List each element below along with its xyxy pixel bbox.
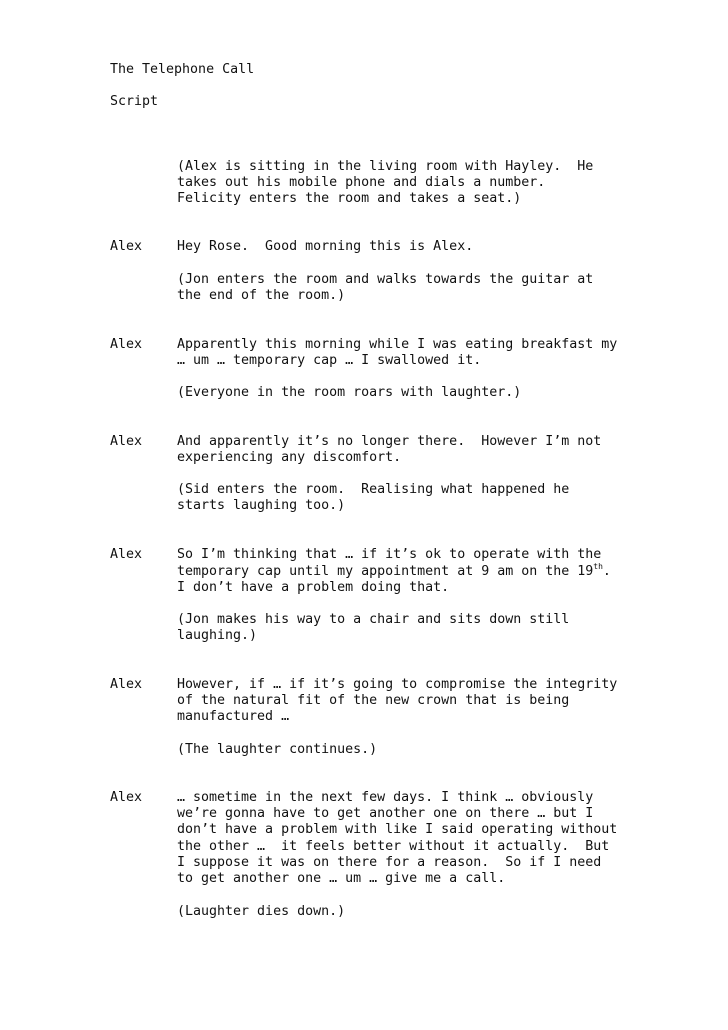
stage-direction-line: Felicity enters the room and takes a seat.): [177, 191, 522, 206]
dialogue-line: And apparently it’s no longer there. However I’m not: [177, 434, 602, 449]
stage-direction-line: (Alex is sitting in the living room with Hayley. He: [177, 159, 594, 174]
document-subtitle: Script: [110, 94, 159, 109]
dialogue-line: Apparently this morning while I was eating breakfast my: [177, 337, 618, 352]
stage-direction-line: (Sid enters the room. Realising what happened he: [177, 482, 570, 497]
stage-direction-line: (Everyone in the room roars with laughter.): [177, 385, 522, 400]
stage-direction-line: (Laughter dies down.): [177, 904, 346, 919]
dialogue-line: However, if … if it’s going to compromise the integrity: [177, 677, 618, 692]
dialogue-line: we’re gonna have to get another one on there … but I: [177, 806, 594, 821]
dialogue-text: temporary cap until my appointment at 9 am on the 19: [177, 564, 594, 579]
speaker-name: Alex: [110, 434, 143, 449]
dialogue-line: manufactured …: [177, 709, 290, 724]
stage-direction-line: (Jon enters the room and walks towards the guitar at: [177, 272, 594, 287]
stage-direction-line: laughing.): [177, 628, 258, 643]
dialogue-line: [177, 564, 611, 580]
ordinal-superscript: th: [593, 562, 603, 571]
stage-direction-line: starts laughing too.): [177, 498, 346, 513]
stage-direction-line: (The laughter continues.): [177, 742, 378, 757]
dialogue-line: I don’t have a problem doing that.: [177, 580, 450, 595]
speaker-name: Alex: [110, 790, 143, 805]
stage-direction-line: takes out his mobile phone and dials a number.: [177, 175, 546, 190]
speaker-name: Alex: [110, 337, 143, 352]
stage-direction-line: (Jon makes his way to a chair and sits down still: [177, 612, 570, 627]
dialogue-text: .: [602, 564, 611, 579]
dialogue-line: to get another one … um … give me a call.: [177, 871, 506, 886]
dialogue-line: Hey Rose. Good morning this is Alex.: [177, 239, 474, 254]
speaker-name: Alex: [110, 239, 143, 254]
document-title: The Telephone Call: [110, 62, 255, 77]
dialogue-line: … um … temporary cap … I swallowed it.: [177, 353, 482, 368]
dialogue-line: So I’m thinking that … if it’s ok to operate with the: [177, 547, 602, 562]
dialogue-line: … sometime in the next few days. I think … obviously: [177, 790, 594, 805]
speaker-name: Alex: [110, 677, 143, 692]
speaker-name: Alex: [110, 547, 143, 562]
dialogue-line: the other … it feels better without it actually. But: [177, 839, 610, 854]
stage-direction-line: the end of the room.): [177, 288, 346, 303]
dialogue-line: don’t have a problem with like I said operating without: [177, 822, 618, 837]
dialogue-line: experiencing any discomfort.: [177, 450, 402, 465]
dialogue-line: I suppose it was on there for a reason. So if I need: [177, 855, 602, 870]
dialogue-line: of the natural fit of the new crown that is being: [177, 693, 570, 708]
